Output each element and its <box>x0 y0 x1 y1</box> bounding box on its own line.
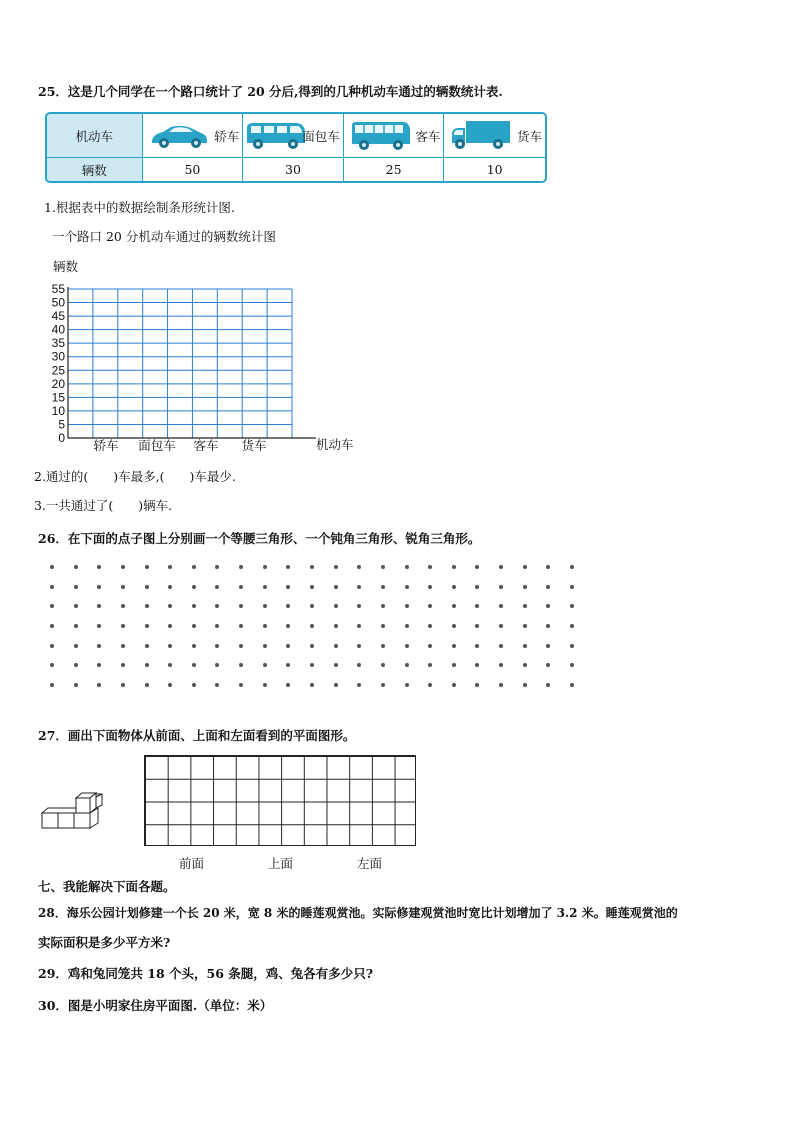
grid-dot[interactable] <box>286 624 290 628</box>
grid-dot[interactable] <box>192 565 196 569</box>
grid-dot[interactable] <box>499 644 503 648</box>
q25-sub1: 1.根据表中的数据绘制条形统计图. <box>44 200 235 215</box>
y-tick-label: 30 <box>51 349 65 364</box>
grid-dot[interactable] <box>168 585 172 589</box>
grid-dot[interactable] <box>74 604 78 608</box>
grid-dot[interactable] <box>475 565 479 569</box>
grid-dot[interactable] <box>570 565 574 569</box>
grid-dot[interactable] <box>475 683 479 687</box>
grid-dot[interactable] <box>239 663 243 667</box>
grid-dot[interactable] <box>499 585 503 589</box>
q25-stem: 25．这是几个同学在一个路口统计了 20 分后,得到的几种机动车通过的辆数统计表. <box>38 84 503 99</box>
grid-dot[interactable] <box>50 604 54 608</box>
x-tick-label: 面包车 <box>138 438 176 453</box>
grid-dot[interactable] <box>97 585 101 589</box>
grid-dot[interactable] <box>168 683 172 687</box>
grid-dot[interactable] <box>428 565 432 569</box>
grid-dot[interactable] <box>263 624 267 628</box>
grid-dot[interactable] <box>405 683 409 687</box>
grid-dot[interactable] <box>475 585 479 589</box>
grid-dot[interactable] <box>168 624 172 628</box>
grid-dot[interactable] <box>546 683 550 687</box>
grid-dot[interactable] <box>428 604 432 608</box>
grid-dot[interactable] <box>74 663 78 667</box>
grid-dot[interactable] <box>145 644 149 648</box>
grid-dot[interactable] <box>168 604 172 608</box>
grid-dot[interactable] <box>74 565 78 569</box>
grid-dot[interactable] <box>239 683 243 687</box>
grid-dot[interactable] <box>405 565 409 569</box>
grid-dot[interactable] <box>286 604 290 608</box>
grid-dot[interactable] <box>452 585 456 589</box>
vehicle-name-truck: 货车 <box>516 128 542 144</box>
grid-dot[interactable] <box>263 663 267 667</box>
grid-dot[interactable] <box>405 624 409 628</box>
grid-dot[interactable] <box>475 604 479 608</box>
grid-dot[interactable] <box>523 585 527 589</box>
grid-dot[interactable] <box>74 683 78 687</box>
grid-dot[interactable] <box>570 585 574 589</box>
y-tick-label: 55 <box>51 282 65 296</box>
grid-dot[interactable] <box>546 644 550 648</box>
grid-dot[interactable] <box>499 624 503 628</box>
grid-dot[interactable] <box>145 663 149 667</box>
grid-dot[interactable] <box>405 585 409 589</box>
grid-dot[interactable] <box>523 624 527 628</box>
grid-dot[interactable] <box>475 624 479 628</box>
grid-dot[interactable] <box>215 585 219 589</box>
grid-dot[interactable] <box>263 644 267 648</box>
grid-dot[interactable] <box>286 565 290 569</box>
grid-dot[interactable] <box>452 663 456 667</box>
grid-dot[interactable] <box>97 565 101 569</box>
grid-dot[interactable] <box>357 644 361 648</box>
grid-dot[interactable] <box>263 683 267 687</box>
bar-chart <box>30 280 360 455</box>
q29-stem: 29．鸡和兔同笼共 18 个头，56 条腿，鸡、兔各有多少只? <box>38 966 374 981</box>
grid-dot[interactable] <box>381 683 385 687</box>
grid-dot[interactable] <box>546 663 550 667</box>
grid-dot[interactable] <box>334 604 338 608</box>
y-tick-label: 0 <box>58 431 65 445</box>
grid-dot[interactable] <box>334 585 338 589</box>
section-7-heading: 七、我能解决下面各题。 <box>38 879 176 894</box>
y-tick-label: 35 <box>51 336 65 351</box>
table-row-counts <box>47 158 545 181</box>
grid-dot[interactable] <box>121 683 125 687</box>
grid-dot[interactable] <box>286 644 290 648</box>
grid-dot[interactable] <box>50 624 54 628</box>
x-tick-label: 轿车 <box>93 438 119 453</box>
q28-line1: 28．海乐公园计划修建一个长 20 米，宽 8 米的睡莲观赏池。实际修建观赏池时宽比计划增加了 3.2 米。睡莲观赏池的 <box>38 906 678 920</box>
grid-dot[interactable] <box>263 604 267 608</box>
cube-stack-figure <box>38 785 104 831</box>
grid-dot[interactable] <box>50 585 54 589</box>
cell-minivan <box>243 114 344 157</box>
count-truck: 10 <box>486 162 503 177</box>
grid-dot[interactable] <box>263 565 267 569</box>
grid-dot[interactable] <box>570 644 574 648</box>
grid-dot[interactable] <box>192 683 196 687</box>
y-tick-label: 25 <box>51 363 65 378</box>
cell-bus <box>344 114 445 157</box>
grid-dot[interactable] <box>452 604 456 608</box>
q30-stem: 30．图是小明家住房平面图.（单位：米） <box>38 998 273 1013</box>
grid-dot[interactable] <box>192 585 196 589</box>
grid-dot[interactable] <box>310 604 314 608</box>
grid-dot[interactable] <box>381 604 385 608</box>
grid-dot[interactable] <box>50 565 54 569</box>
grid-dot[interactable] <box>334 663 338 667</box>
grid-dot[interactable] <box>452 624 456 628</box>
sedan-car-icon <box>149 120 209 150</box>
grid-dot[interactable] <box>428 624 432 628</box>
grid-dot[interactable] <box>405 644 409 648</box>
count-bus: 25 <box>344 158 445 181</box>
grid-dot[interactable] <box>121 604 125 608</box>
grid-dot[interactable] <box>499 683 503 687</box>
grid-dot[interactable] <box>499 565 503 569</box>
table-row-vehicles <box>47 114 545 158</box>
vehicle-count-table <box>45 112 547 183</box>
grid-dot[interactable] <box>215 644 219 648</box>
grid-dot[interactable] <box>381 663 385 667</box>
grid-dot[interactable] <box>381 565 385 569</box>
grid-dot[interactable] <box>121 624 125 628</box>
grid-dot[interactable] <box>286 683 290 687</box>
grid-dot[interactable] <box>428 683 432 687</box>
grid-dot[interactable] <box>310 565 314 569</box>
grid-dot[interactable] <box>357 565 361 569</box>
y-tick-label: 40 <box>51 322 65 337</box>
grid-dot[interactable] <box>499 604 503 608</box>
grid-dot[interactable] <box>475 644 479 648</box>
grid-dot[interactable] <box>239 604 243 608</box>
grid-dot[interactable] <box>74 585 78 589</box>
grid-dot[interactable] <box>145 683 149 687</box>
grid-dot[interactable] <box>334 644 338 648</box>
grid-dot[interactable] <box>192 624 196 628</box>
grid-dot[interactable] <box>357 683 361 687</box>
grid-dot[interactable] <box>310 624 314 628</box>
q25-sub2: 2.通过的( )车最多,( )车最少. <box>34 469 236 484</box>
q25-sub3: 3.一共通过了( )辆车. <box>34 498 173 513</box>
grid-dot[interactable] <box>499 663 503 667</box>
grid-dot[interactable] <box>145 565 149 569</box>
grid-dot[interactable] <box>523 644 527 648</box>
grid-dot[interactable] <box>50 683 54 687</box>
grid-dot[interactable] <box>239 624 243 628</box>
grid-dot[interactable] <box>168 565 172 569</box>
count-minivan: 30 <box>243 158 344 181</box>
grid-dot[interactable] <box>523 683 527 687</box>
x-tick-label: 客车 <box>193 438 219 453</box>
grid-dot[interactable] <box>145 604 149 608</box>
grid-dot[interactable] <box>286 585 290 589</box>
q26-stem: 26．在下面的点子图上分别画一个等腰三角形、一个钝角三角形、锐角三角形。 <box>38 531 481 546</box>
grid-dot[interactable] <box>546 604 550 608</box>
grid-dot[interactable] <box>475 663 479 667</box>
grid-dot[interactable] <box>570 683 574 687</box>
grid-dot[interactable] <box>286 663 290 667</box>
cell-truck <box>444 114 545 157</box>
vehicle-name-minivan: 面包车 <box>302 128 340 144</box>
grid-dot[interactable] <box>215 565 219 569</box>
grid-dot[interactable] <box>97 663 101 667</box>
grid-dot[interactable] <box>334 683 338 687</box>
grid-dot[interactable] <box>215 624 219 628</box>
grid-dot[interactable] <box>310 585 314 589</box>
view-label-top: 上面 <box>268 856 294 871</box>
grid-dot[interactable] <box>239 644 243 648</box>
grid-dot[interactable] <box>357 624 361 628</box>
grid-dot[interactable] <box>121 585 125 589</box>
q27-stem: 27．画出下面物体从前面、上面和左面看到的平面图形。 <box>38 728 356 743</box>
grid-dot[interactable] <box>570 624 574 628</box>
grid-dot[interactable] <box>215 604 219 608</box>
grid-dot[interactable] <box>546 624 550 628</box>
grid-dot[interactable] <box>546 585 550 589</box>
vehicle-name-bus: 客车 <box>415 128 441 144</box>
y-tick-label: 50 <box>51 295 65 310</box>
x-tick-label: 货车 <box>241 438 267 453</box>
truck-icon <box>450 119 512 151</box>
grid-dot[interactable] <box>381 644 385 648</box>
grid-dot[interactable] <box>381 585 385 589</box>
chart-title: 一个路口 20 分机动车通过的辆数统计图 <box>52 229 276 244</box>
grid-dot[interactable] <box>239 565 243 569</box>
y-tick-label: 45 <box>51 309 65 324</box>
grid-dot[interactable] <box>145 624 149 628</box>
grid-dot[interactable] <box>50 663 54 667</box>
dot-grid[interactable] <box>52 567 572 692</box>
grid-dot[interactable] <box>74 644 78 648</box>
grid-dot[interactable] <box>97 624 101 628</box>
q28-line2: 实际面积是多少平方米? <box>38 935 171 950</box>
grid-dot[interactable] <box>523 663 527 667</box>
grid-dot[interactable] <box>570 604 574 608</box>
grid-dot[interactable] <box>192 604 196 608</box>
grid-dot[interactable] <box>310 663 314 667</box>
grid-dot[interactable] <box>168 663 172 667</box>
grid-dot[interactable] <box>523 604 527 608</box>
grid-dot[interactable] <box>310 683 314 687</box>
grid-dot[interactable] <box>97 604 101 608</box>
grid-dot[interactable] <box>215 683 219 687</box>
grid-dot[interactable] <box>546 565 550 569</box>
y-tick-label: 20 <box>51 376 65 391</box>
grid-dot[interactable] <box>215 663 219 667</box>
grid-dot[interactable] <box>357 663 361 667</box>
grid-dot[interactable] <box>97 683 101 687</box>
grid-dot[interactable] <box>97 644 101 648</box>
y-tick-label: 10 <box>51 403 65 418</box>
grid-dot[interactable] <box>334 565 338 569</box>
row-header-vehicle: 机动车 <box>47 114 143 157</box>
grid-dot[interactable] <box>145 585 149 589</box>
chart-ylabel: 辆数 <box>53 259 79 274</box>
view-label-left: 左面 <box>357 856 383 871</box>
grid-dot[interactable] <box>121 663 125 667</box>
grid-dot[interactable] <box>74 624 78 628</box>
grid-dot[interactable] <box>239 585 243 589</box>
row-header-count: 辆数 <box>47 158 143 181</box>
grid-dot[interactable] <box>405 663 409 667</box>
grid-dot[interactable] <box>452 683 456 687</box>
grid-dot[interactable] <box>428 644 432 648</box>
grid-dot[interactable] <box>192 644 196 648</box>
grid-dot[interactable] <box>334 624 338 628</box>
grid-dot[interactable] <box>121 565 125 569</box>
grid-dot[interactable] <box>310 644 314 648</box>
grid-dot[interactable] <box>405 604 409 608</box>
grid-dot[interactable] <box>168 644 172 648</box>
cell-sedan <box>143 114 244 157</box>
grid-dot[interactable] <box>50 644 54 648</box>
count-sedan: 50 <box>143 158 244 181</box>
grid-dot[interactable] <box>523 565 527 569</box>
grid-dot[interactable] <box>381 624 385 628</box>
grid-dot[interactable] <box>428 663 432 667</box>
grid-dot[interactable] <box>192 663 196 667</box>
grid-dot[interactable] <box>428 585 432 589</box>
vehicle-name-sedan: 轿车 <box>214 128 240 144</box>
grid-dot[interactable] <box>121 644 125 648</box>
grid-dot[interactable] <box>570 663 574 667</box>
view-label-front: 前面 <box>179 856 205 871</box>
minivan-icon <box>245 119 307 151</box>
grid-dot[interactable] <box>357 604 361 608</box>
views-drawing-grid[interactable] <box>144 755 416 846</box>
y-tick-label: 15 <box>51 390 65 405</box>
chart-xlabel: 机动车 <box>316 437 354 452</box>
grid-dot[interactable] <box>263 585 267 589</box>
y-tick-label: 5 <box>58 417 65 432</box>
bus-icon <box>350 119 412 151</box>
grid-dot[interactable] <box>357 585 361 589</box>
grid-dot[interactable] <box>452 565 456 569</box>
grid-dot[interactable] <box>452 644 456 648</box>
